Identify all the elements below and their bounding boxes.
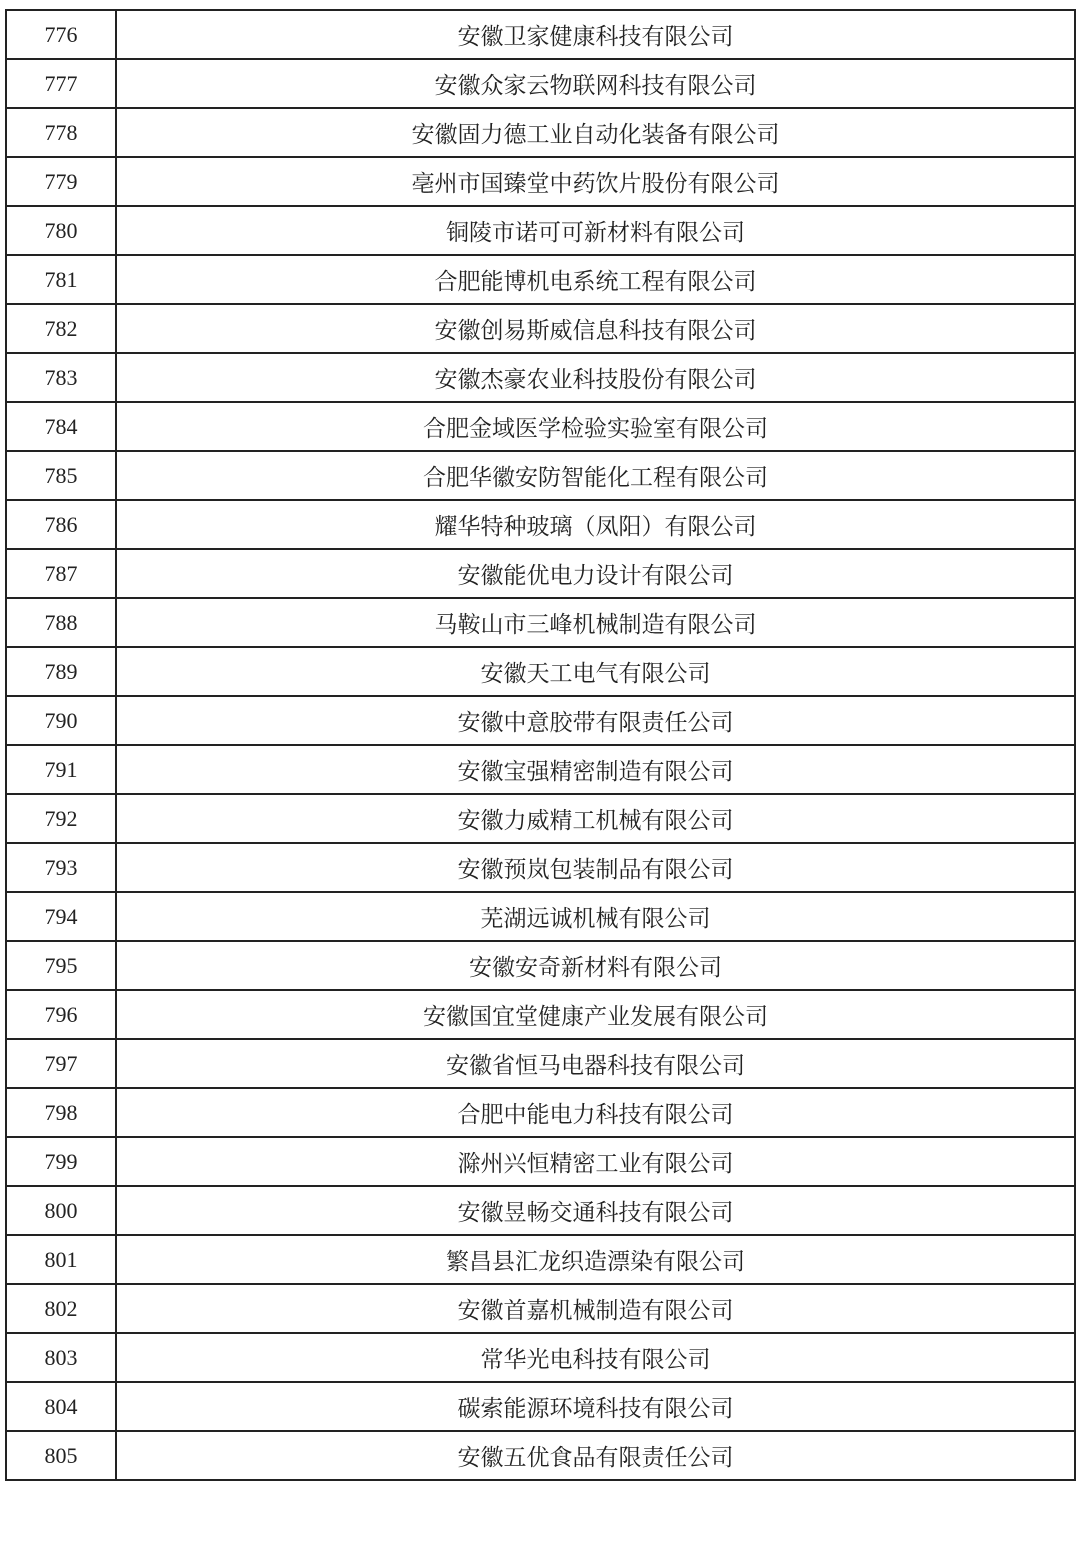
table-row <box>6 598 1075 647</box>
table-row <box>6 1431 1075 1480</box>
row-number: 785 <box>6 451 116 500</box>
table-row <box>6 696 1075 745</box>
table-row <box>6 745 1075 794</box>
table-row <box>6 1088 1075 1137</box>
row-number: 801 <box>6 1235 116 1284</box>
row-number: 781 <box>6 255 116 304</box>
row-number: 789 <box>6 647 116 696</box>
row-number: 780 <box>6 206 116 255</box>
table-row <box>6 647 1075 696</box>
company-name: 安徽力威精工机械有限公司 <box>116 794 1075 843</box>
row-number: 791 <box>6 745 116 794</box>
table-row <box>6 892 1075 941</box>
row-number: 779 <box>6 157 116 206</box>
company-list-table <box>5 9 1076 1481</box>
row-number: 803 <box>6 1333 116 1382</box>
table-body <box>6 10 1075 1480</box>
table-row <box>6 1235 1075 1284</box>
table-row <box>6 304 1075 353</box>
company-name: 合肥中能电力科技有限公司 <box>116 1088 1075 1137</box>
company-name: 安徽国宜堂健康产业发展有限公司 <box>116 990 1075 1039</box>
table-row <box>6 549 1075 598</box>
company-name: 安徽首嘉机械制造有限公司 <box>116 1284 1075 1333</box>
table-row <box>6 353 1075 402</box>
table-row <box>6 10 1075 59</box>
company-name: 安徽预岚包装制品有限公司 <box>116 843 1075 892</box>
company-name: 亳州市国臻堂中药饮片股份有限公司 <box>116 157 1075 206</box>
table-row <box>6 1137 1075 1186</box>
table-row <box>6 157 1075 206</box>
row-number: 787 <box>6 549 116 598</box>
company-name: 安徽卫家健康科技有限公司 <box>116 10 1075 59</box>
row-number: 802 <box>6 1284 116 1333</box>
company-name: 安徽固力德工业自动化装备有限公司 <box>116 108 1075 157</box>
row-number: 776 <box>6 10 116 59</box>
table-row <box>6 1186 1075 1235</box>
table-row <box>6 108 1075 157</box>
row-number: 786 <box>6 500 116 549</box>
company-name: 合肥华徽安防智能化工程有限公司 <box>116 451 1075 500</box>
row-number: 799 <box>6 1137 116 1186</box>
row-number: 793 <box>6 843 116 892</box>
table-row <box>6 402 1075 451</box>
company-name: 合肥金域医学检验实验室有限公司 <box>116 402 1075 451</box>
table-row <box>6 1382 1075 1431</box>
company-name: 碳索能源环境科技有限公司 <box>116 1382 1075 1431</box>
row-number: 782 <box>6 304 116 353</box>
row-number: 794 <box>6 892 116 941</box>
row-number: 778 <box>6 108 116 157</box>
row-number: 792 <box>6 794 116 843</box>
table-row <box>6 843 1075 892</box>
table-row <box>6 1039 1075 1088</box>
row-number: 798 <box>6 1088 116 1137</box>
company-name: 马鞍山市三峰机械制造有限公司 <box>116 598 1075 647</box>
company-name: 铜陵市诺可可新材料有限公司 <box>116 206 1075 255</box>
table-row <box>6 206 1075 255</box>
row-number: 804 <box>6 1382 116 1431</box>
company-name: 安徽安奇新材料有限公司 <box>116 941 1075 990</box>
company-name: 芜湖远诚机械有限公司 <box>116 892 1075 941</box>
company-name: 安徽昱畅交通科技有限公司 <box>116 1186 1075 1235</box>
row-number: 783 <box>6 353 116 402</box>
row-number: 790 <box>6 696 116 745</box>
company-name: 安徽天工电气有限公司 <box>116 647 1075 696</box>
table-row <box>6 451 1075 500</box>
row-number: 805 <box>6 1431 116 1480</box>
row-number: 800 <box>6 1186 116 1235</box>
company-name: 安徽五优食品有限责任公司 <box>116 1431 1075 1480</box>
table-row <box>6 255 1075 304</box>
table-row <box>6 990 1075 1039</box>
company-name: 繁昌县汇龙织造漂染有限公司 <box>116 1235 1075 1284</box>
company-name: 常华光电科技有限公司 <box>116 1333 1075 1382</box>
table-row <box>6 794 1075 843</box>
row-number: 788 <box>6 598 116 647</box>
row-number: 797 <box>6 1039 116 1088</box>
company-name: 安徽宝强精密制造有限公司 <box>116 745 1075 794</box>
company-name: 安徽杰豪农业科技股份有限公司 <box>116 353 1075 402</box>
table-row <box>6 59 1075 108</box>
company-name: 耀华特种玻璃（凤阳）有限公司 <box>116 500 1075 549</box>
table-row <box>6 1284 1075 1333</box>
company-name: 合肥能博机电系统工程有限公司 <box>116 255 1075 304</box>
company-name: 安徽省恒马电器科技有限公司 <box>116 1039 1075 1088</box>
row-number: 795 <box>6 941 116 990</box>
company-name: 安徽能优电力设计有限公司 <box>116 549 1075 598</box>
table-row <box>6 1333 1075 1382</box>
table-row <box>6 500 1075 549</box>
company-name: 安徽中意胶带有限责任公司 <box>116 696 1075 745</box>
table-row <box>6 941 1075 990</box>
row-number: 784 <box>6 402 116 451</box>
company-name: 安徽创易斯威信息科技有限公司 <box>116 304 1075 353</box>
company-name: 滁州兴恒精密工业有限公司 <box>116 1137 1075 1186</box>
company-name: 安徽众家云物联网科技有限公司 <box>116 59 1075 108</box>
row-number: 796 <box>6 990 116 1039</box>
row-number: 777 <box>6 59 116 108</box>
